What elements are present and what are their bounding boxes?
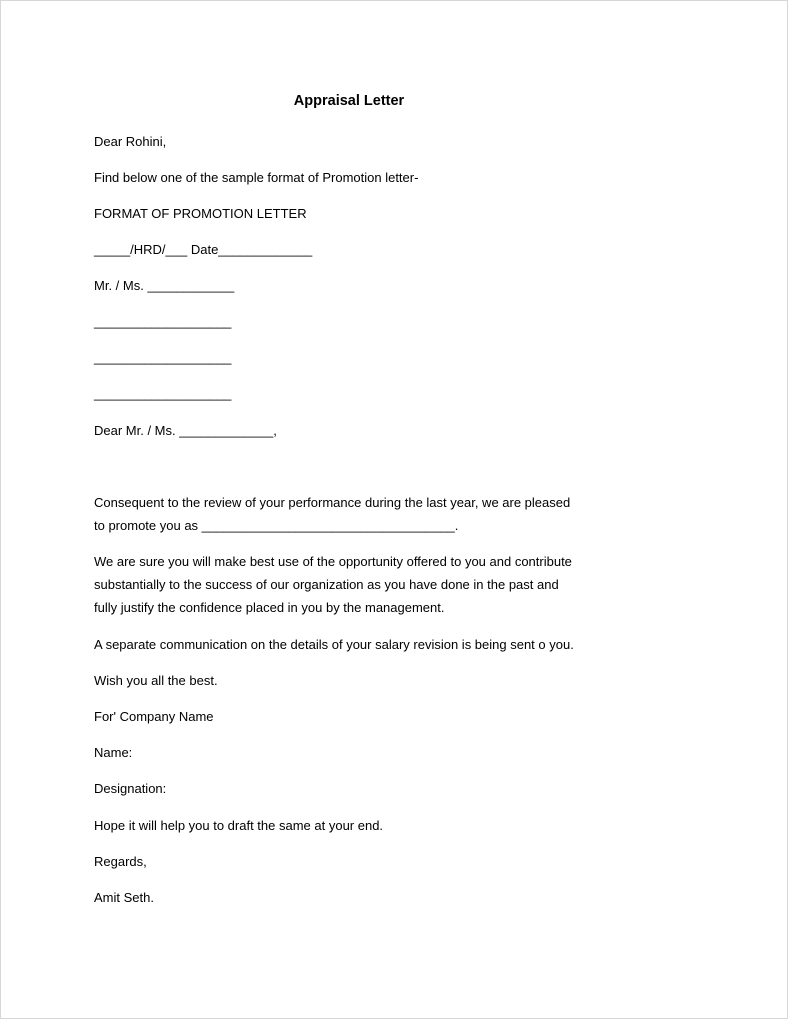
paragraph-1-line-1: Consequent to the review of your performance during the last year, we are pleased	[94, 495, 571, 510]
address-blank-1: ___________________	[94, 314, 232, 329]
signature-line: Amit Seth.	[94, 890, 154, 905]
addressee-line: Mr. / Ms. ____________	[94, 278, 235, 293]
designation-line: Designation:	[94, 781, 167, 796]
regards-line: Regards,	[94, 854, 147, 869]
paragraph-3: A separate communication on the details of your salary revision is being sent o you.	[94, 637, 574, 652]
format-heading: FORMAT OF PROMOTION LETTER	[94, 206, 307, 221]
paragraph-1-line-2: to promote you as ___________________________________.	[94, 518, 459, 533]
paragraph-2-line-3: fully justify the confidence placed in you by the management.	[94, 600, 445, 615]
wish-line: Wish you all the best.	[94, 673, 218, 688]
salutation: Dear Rohini,	[94, 134, 167, 149]
paragraph-2-line-2: substantially to the success of our organization as you have done in the past and	[94, 577, 559, 592]
reference-date-line: _____/HRD/___ Date_____________	[94, 242, 313, 257]
address-blank-2: ___________________	[94, 350, 232, 365]
name-line: Name:	[94, 745, 133, 760]
dear-addressee-line: Dear Mr. / Ms. _____________,	[94, 423, 277, 438]
for-company-line: For' Company Name	[94, 709, 214, 724]
hope-line: Hope it will help you to draft the same at your end.	[94, 818, 384, 833]
address-blank-3: ___________________	[94, 386, 232, 401]
page-title: Appraisal Letter	[293, 93, 405, 109]
paragraph-2-line-1: We are sure you will make best use of the opportunity offered to you and contribute	[94, 554, 572, 569]
intro-text: Find below one of the sample format of Promotion letter-	[94, 170, 419, 185]
